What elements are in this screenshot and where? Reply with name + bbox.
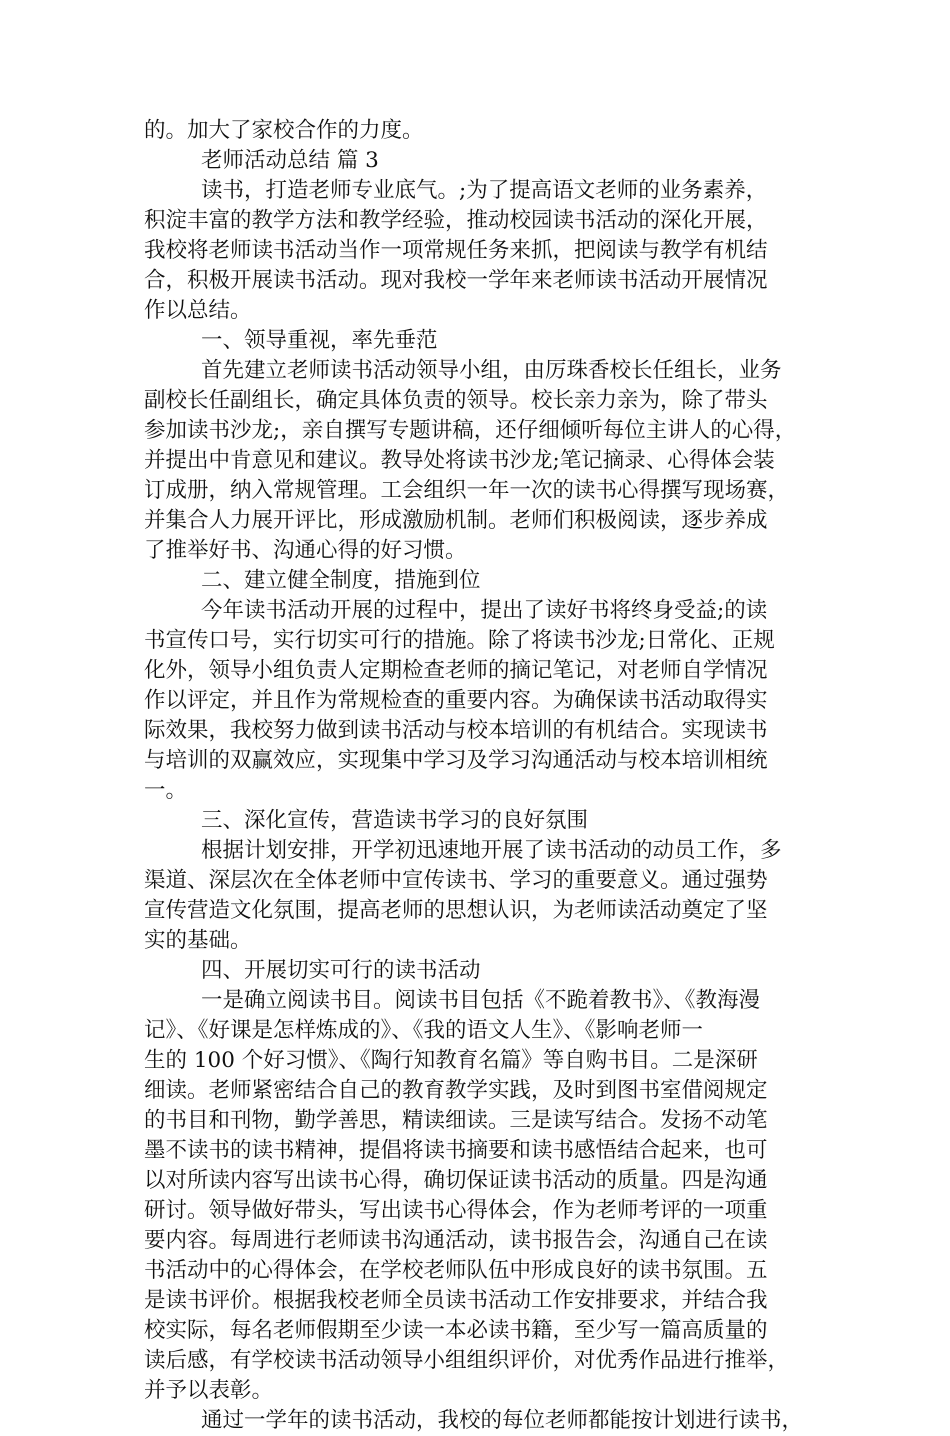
- text-line: 四、开展切实可行的读书活动: [201, 958, 481, 983]
- text-line: 与培训的双赢效应，实现集中学习及学习沟通活动与校本培训相统: [144, 748, 768, 773]
- text-line: 并提出中肯意见和建议。教导处将读书沙龙;笔记摘录、心得体会装: [144, 448, 775, 473]
- text-line: 的书目和刊物，勤学善思，精读细读。三是读写结合。发扬不动笔: [144, 1108, 768, 1133]
- text-line: 首先建立老师读书活动领导小组，由厉珠香校长任组长，业务: [201, 358, 782, 383]
- text-line: 老师活动总结 篇 3: [201, 148, 379, 173]
- text-line: 订成册，纳入常规管理。工会组织一年一次的读书心得撰写现场赛，: [144, 478, 790, 503]
- text-line: 三、深化宣传，营造读书学习的良好氛围: [201, 808, 589, 833]
- text-line: 了推举好书、沟通心得的好习惯。: [144, 538, 467, 563]
- text-line: 生的 100 个好习惯》、《陶行知教育名篇》等自购书目。二是深研: [144, 1048, 758, 1073]
- text-line: 是读书评价。根据我校老师全员读书活动工作安排要求，并结合我: [144, 1288, 768, 1313]
- text-line: 通过一学年的读书活动，我校的每位老师都能按计划进行读书，: [201, 1408, 804, 1433]
- text-line: 一是确立阅读书目。阅读书目包括《不跪着教书》、《教海漫: [201, 988, 761, 1013]
- text-line: 记》、《好课是怎样炼成的》、《我的语文人生》、《影响老师一: [144, 1018, 704, 1043]
- text-line: 根据计划安排，开学初迅速地开展了读书活动的动员工作，多: [201, 838, 782, 863]
- text-line: 读后感，有学校读书活动领导小组组织评价，对优秀作品进行推举，: [144, 1348, 790, 1373]
- text-line: 以对所读内容写出读书心得，确切保证读书活动的质量。四是沟通: [144, 1168, 768, 1193]
- text-line: 读书，打造老师专业底气。;为了提高语文老师的业务素养，: [201, 178, 768, 203]
- text-line: 书活动中的心得体会，在学校老师队伍中形成良好的读书氛围。五: [144, 1258, 768, 1283]
- text-line: 墨不读书的读书精神，提倡将读书摘要和读书感悟结合起来，也可: [144, 1138, 768, 1163]
- text-line: 我校将老师读书活动当作一项常规任务来抓，把阅读与教学有机结: [144, 238, 768, 263]
- text-line: 副校长任副组长，确定具体负责的领导。校长亲力亲为，除了带头: [144, 388, 768, 413]
- text-line: 宣传营造文化氛围，提高老师的思想认识，为老师读活动奠定了坚: [144, 898, 768, 923]
- text-line: 一。: [144, 778, 188, 803]
- text-line: 作以总结。: [144, 298, 252, 323]
- text-line: 积淀丰富的教学方法和教学经验，推动校园读书活动的深化开展，: [144, 208, 768, 233]
- text-line: 作以评定，并且作为常规检查的重要内容。为确保读书活动取得实: [144, 688, 768, 713]
- text-line: 并集合人力展开评比，形成激励机制。老师们积极阅读，逐步养成: [144, 508, 768, 533]
- text-line: 合，积极开展读书活动。现对我校一学年来老师读书活动开展情况: [144, 268, 768, 293]
- document-body: [144, 116, 824, 1436]
- text-line: 并予以表彰。: [144, 1378, 274, 1403]
- text-line: 要内容。每周进行老师读书沟通活动，读书报告会，沟通自己在读: [144, 1228, 768, 1253]
- text-line: 一、领导重视，率先垂范: [201, 328, 438, 353]
- text-line: 书宣传口号，实行切实可行的措施。除了将读书沙龙;日常化、正规: [144, 628, 775, 653]
- text-line: 细读。老师紧密结合自己的教育教学实践，及时到图书室借阅规定: [144, 1078, 768, 1103]
- text-line: 校实际，每名老师假期至少读一本必读书籍，至少写一篇高质量的: [144, 1318, 768, 1343]
- text-line: 研讨。领导做好带头，写出读书心得体会，作为老师考评的一项重: [144, 1198, 768, 1223]
- text-line: 渠道、深层次在全体老师中宣传读书、学习的重要意义。通过强势: [144, 868, 768, 893]
- text-line: 二、建立健全制度，措施到位: [201, 568, 481, 593]
- text-line: 的。加大了家校合作的力度。: [144, 118, 424, 143]
- text-line: 今年读书活动开展的过程中，提出了读好书将终身受益;的读: [201, 598, 768, 623]
- text-line: 际效果，我校努力做到读书活动与校本培训的有机结合。实现读书: [144, 718, 768, 743]
- text-line: 实的基础。: [144, 928, 252, 953]
- text-line: 参加读书沙龙;，亲自撰写专题讲稿，还仔细倾听每位主讲人的心得，: [144, 418, 797, 443]
- text-line: 化外，领导小组负责人定期检查老师的摘记笔记，对老师自学情况: [144, 658, 768, 683]
